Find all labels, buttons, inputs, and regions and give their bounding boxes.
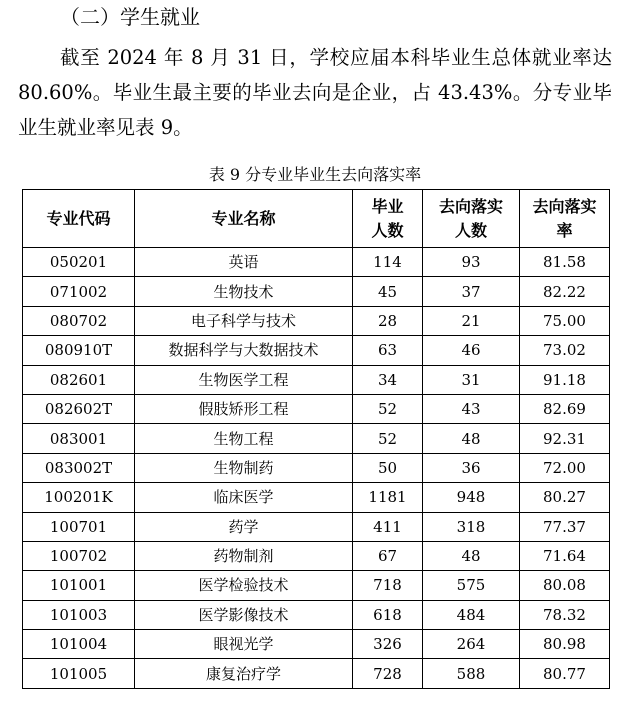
cell-placed: 48 [423, 424, 520, 453]
cell-major-code: 100702 [23, 541, 135, 570]
cell-rate: 75.00 [520, 306, 610, 335]
cell-graduates: 67 [353, 541, 423, 570]
cell-major-code: 100701 [23, 512, 135, 541]
cell-major-name: 电子科学与技术 [135, 306, 353, 335]
cell-placed: 48 [423, 541, 520, 570]
table-row [23, 659, 610, 688]
cell-major-name: 药物制剂 [135, 541, 353, 570]
cell-graduates: 34 [353, 365, 423, 394]
cell-major-code: 100201K [23, 483, 135, 512]
cell-major-code: 050201 [23, 248, 135, 277]
cell-major-name: 假肢矫形工程 [135, 394, 353, 423]
cell-major-code: 071002 [23, 277, 135, 306]
cell-major-name: 生物制药 [135, 453, 353, 482]
cell-graduates: 28 [353, 306, 423, 335]
header-major-name: 专业名称 [135, 190, 353, 248]
cell-major-code: 101004 [23, 630, 135, 659]
cell-graduates: 63 [353, 336, 423, 365]
cell-placed: 46 [423, 336, 520, 365]
cell-major-code: 083002T [23, 453, 135, 482]
cell-major-name: 眼视光学 [135, 630, 353, 659]
cell-rate: 80.27 [520, 483, 610, 512]
cell-rate: 72.00 [520, 453, 610, 482]
cell-rate: 92.31 [520, 424, 610, 453]
table-row [23, 600, 610, 629]
cell-rate: 82.69 [520, 394, 610, 423]
cell-major-name: 医学影像技术 [135, 600, 353, 629]
cell-graduates: 326 [353, 630, 423, 659]
cell-major-code: 080910T [23, 336, 135, 365]
table-row [23, 277, 610, 306]
cell-placed: 588 [423, 659, 520, 688]
table-row [23, 248, 610, 277]
table-row [23, 571, 610, 600]
graduate-placement-table [22, 189, 610, 689]
cell-major-code: 101001 [23, 571, 135, 600]
cell-rate: 73.02 [520, 336, 610, 365]
cell-graduates: 728 [353, 659, 423, 688]
cell-major-code: 101005 [23, 659, 135, 688]
cell-graduates: 45 [353, 277, 423, 306]
cell-major-name: 生物工程 [135, 424, 353, 453]
cell-major-name: 医学检验技术 [135, 571, 353, 600]
cell-major-name: 康复治疗学 [135, 659, 353, 688]
table-row [23, 541, 610, 570]
table-row [23, 365, 610, 394]
cell-major-name: 临床医学 [135, 483, 353, 512]
cell-graduates: 52 [353, 394, 423, 423]
cell-rate: 81.58 [520, 248, 610, 277]
table-body [23, 248, 610, 689]
cell-rate: 80.98 [520, 630, 610, 659]
cell-graduates: 618 [353, 600, 423, 629]
cell-rate: 91.18 [520, 365, 610, 394]
cell-rate: 80.77 [520, 659, 610, 688]
cell-major-code: 082601 [23, 365, 135, 394]
cell-placed: 264 [423, 630, 520, 659]
cell-major-code: 101003 [23, 600, 135, 629]
cell-placed: 318 [423, 512, 520, 541]
cell-major-code: 080702 [23, 306, 135, 335]
cell-major-code: 082602T [23, 394, 135, 423]
table-row [23, 424, 610, 453]
cell-rate: 71.64 [520, 541, 610, 570]
cell-major-code: 083001 [23, 424, 135, 453]
header-graduates: 毕业 人数 [353, 190, 423, 248]
cell-graduates: 411 [353, 512, 423, 541]
header-rate: 去向落实 率 [520, 190, 610, 248]
cell-placed: 43 [423, 394, 520, 423]
cell-rate: 80.08 [520, 571, 610, 600]
table-header-row [23, 190, 610, 248]
cell-placed: 575 [423, 571, 520, 600]
cell-graduates: 52 [353, 424, 423, 453]
table-row [23, 306, 610, 335]
cell-placed: 31 [423, 365, 520, 394]
table-caption: 表 9 分专业毕业生去向落实率 [208, 165, 422, 184]
cell-rate: 82.22 [520, 277, 610, 306]
table-row [23, 336, 610, 365]
cell-major-name: 英语 [135, 248, 353, 277]
cell-graduates: 114 [353, 248, 423, 277]
header-placed: 去向落实 人数 [423, 190, 520, 248]
section-heading: （二）学生就业 [60, 5, 200, 29]
cell-graduates: 1181 [353, 483, 423, 512]
cell-rate: 77.37 [520, 512, 610, 541]
table-row [23, 394, 610, 423]
table-row [23, 512, 610, 541]
cell-placed: 948 [423, 483, 520, 512]
cell-rate: 78.32 [520, 600, 610, 629]
cell-placed: 37 [423, 277, 520, 306]
table-row [23, 630, 610, 659]
cell-placed: 36 [423, 453, 520, 482]
cell-placed: 484 [423, 600, 520, 629]
cell-placed: 93 [423, 248, 520, 277]
cell-major-name: 药学 [135, 512, 353, 541]
table-row [23, 483, 610, 512]
cell-placed: 21 [423, 306, 520, 335]
employment-paragraph: 截至 2024 年 8 月 31 日，学校应届本科毕业生总体就业率达 80.60%。毕业生最主要的毕业去向是企业，占 43.43%。分专业毕业生就业率见表 9。 [18, 46, 612, 139]
cell-major-name: 生物医学工程 [135, 365, 353, 394]
cell-graduates: 718 [353, 571, 423, 600]
cell-major-name: 数据科学与大数据技术 [135, 336, 353, 365]
header-major-code: 专业代码 [23, 190, 135, 248]
cell-graduates: 50 [353, 453, 423, 482]
cell-major-name: 生物技术 [135, 277, 353, 306]
table-row [23, 453, 610, 482]
